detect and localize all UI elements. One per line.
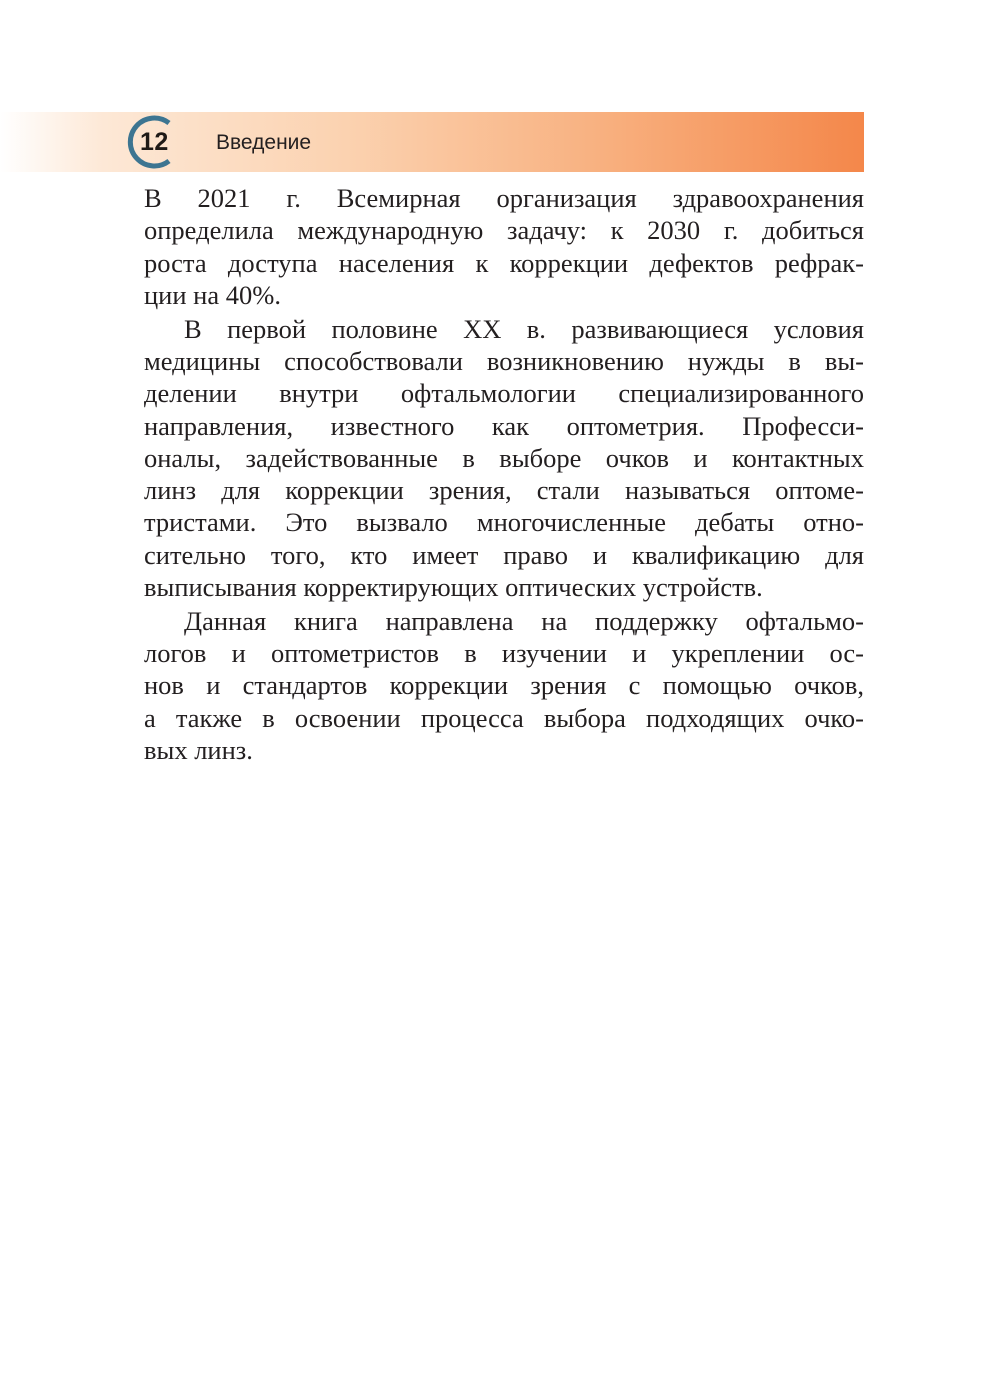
text-line: сительно того, кто имеет право и квалификацию для (144, 539, 864, 570)
body-text (144, 182, 864, 768)
text-line: делении внутри офтальмологии специализированного (144, 378, 864, 409)
text-line: В первой половине XX в. развивающиеся условия (184, 313, 864, 344)
text-line: ции на 40%. (144, 279, 281, 310)
section-title: Введение (216, 131, 312, 154)
text-line: Данная книга направлена на поддержку офтальмо- (184, 605, 864, 636)
text-line: медицины способствовали возникновению нужды в вы- (144, 345, 864, 376)
text-line: вых линз. (144, 735, 253, 766)
page-number: 12 (140, 128, 169, 156)
paragraph-3 (144, 605, 864, 766)
text-line: определила международную задачу: к 2030 г. добиться (144, 215, 864, 246)
text-line: роста доступа населения к коррекции дефектов рефрак- (144, 247, 864, 278)
text-line: а также в освоении процесса выбора подходящих очко- (144, 702, 864, 733)
text-line: тристами. Это вызвало многочисленные дебаты отно- (144, 507, 864, 538)
text-line: нов и стандартов коррекции зрения с помощью очков, (144, 670, 864, 701)
text-line: линз для коррекции зрения, стали называться оптоме- (144, 475, 864, 506)
paragraph-1 (144, 182, 864, 311)
paragraph-2 (144, 313, 864, 604)
text-line: В 2021 г. Всемирная организация здравоохранения (144, 183, 864, 213)
text-line: оналы, задействованные в выборе очков и контактных (144, 442, 864, 473)
text-line: направления, известного как оптометрия. Професси- (144, 410, 864, 441)
text-line: выписывания корректирующих оптических устройств. (144, 572, 763, 603)
text-line: логов и оптометристов в изучении и укреплении ос- (144, 638, 864, 669)
